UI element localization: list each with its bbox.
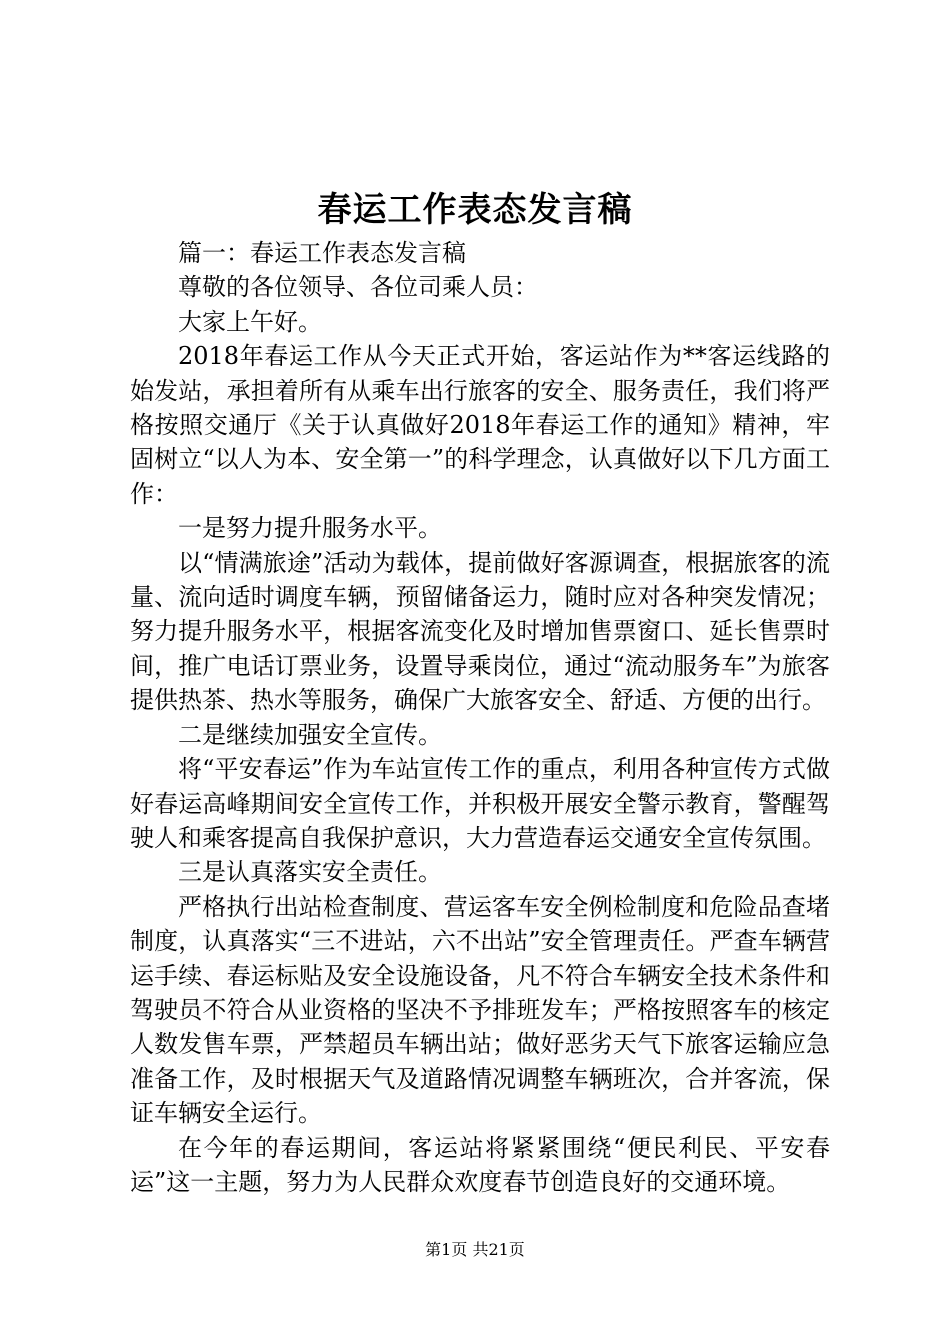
paragraph-point-two-body: 将“平安春运”作为车站宣传工作的重点，利用各种宣传方式做好春运高峰期间安全宣传工作，并积极开展安全警示教育，警醒驾驶人和乘客提高自我保护意识，大力营造春运交通安全宣传氛围。 — [130, 755, 830, 852]
paragraph-intro: 2018年春运工作从今天正式开始，客运站作为**客运线路的始发站，承担着所有从乘车出行旅客的安全、服务责任，我们将严格按照交通厅《关于认真做好2018年春运工作的通知》精神，牢固树立“以人为本、安全第一”的科学理念，认真做好以下几方面工作： — [130, 342, 830, 508]
paragraph-salutation: 尊敬的各位领导、各位司乘人员： — [178, 273, 538, 302]
paragraph-point-three-heading: 三是认真落实安全责任。 — [178, 858, 442, 887]
paragraph-point-two-heading: 二是继续加强安全宣传。 — [178, 720, 442, 749]
paragraph-point-one-body: 以“情满旅途”活动为载体，提前做好客源调查，根据旅客的流量、流向适时调度车辆，预留储备运力，随时应对各种突发情况；努力提升服务水平，根据客流变化及时增加售票窗口、延长售票时间，推广电话订票业务，设置导乘岗位，通过“流动服务车”为旅客提供热茶、热水等服务，确保广大旅客安全、舒适、方便的出行。 — [130, 548, 830, 715]
paragraph-section-heading: 篇一：春运工作表态发言稿 — [178, 239, 466, 267]
document-body — [130, 236, 830, 1199]
paragraph-point-one-heading: 一是努力提升服务水平。 — [178, 514, 442, 543]
paragraph-greeting: 大家上午好。 — [178, 307, 322, 336]
paragraph-closing: 在今年的春运期间，客运站将紧紧围绕“便民利民、平安春运”这一主题，努力为人民群众欢度春节创造良好的交通环境。 — [130, 1133, 830, 1196]
document-title: 春运工作表态发言稿 — [317, 190, 633, 230]
page-number-footer: 第1页 共21页 — [425, 1240, 525, 1259]
paragraph-point-three-body: 严格执行出站检查制度、营运客车安全例检制度和危险品查堵制度，认真落实“三不进站，六不出站”安全管理责任。严查车辆营运手续、春运标贴及安全设施设备，凡不符合车辆安全技术条件和驾驶员不符合从业资格的坚决不予排班发车；严格按照客车的核定人数发售车票，严禁超员车辆出站；做好恶劣天气下旅客运输应急准备工作，及时根据天气及道路情况调整车辆班次，合并客流，保证车辆安全运行。 — [130, 892, 830, 1128]
